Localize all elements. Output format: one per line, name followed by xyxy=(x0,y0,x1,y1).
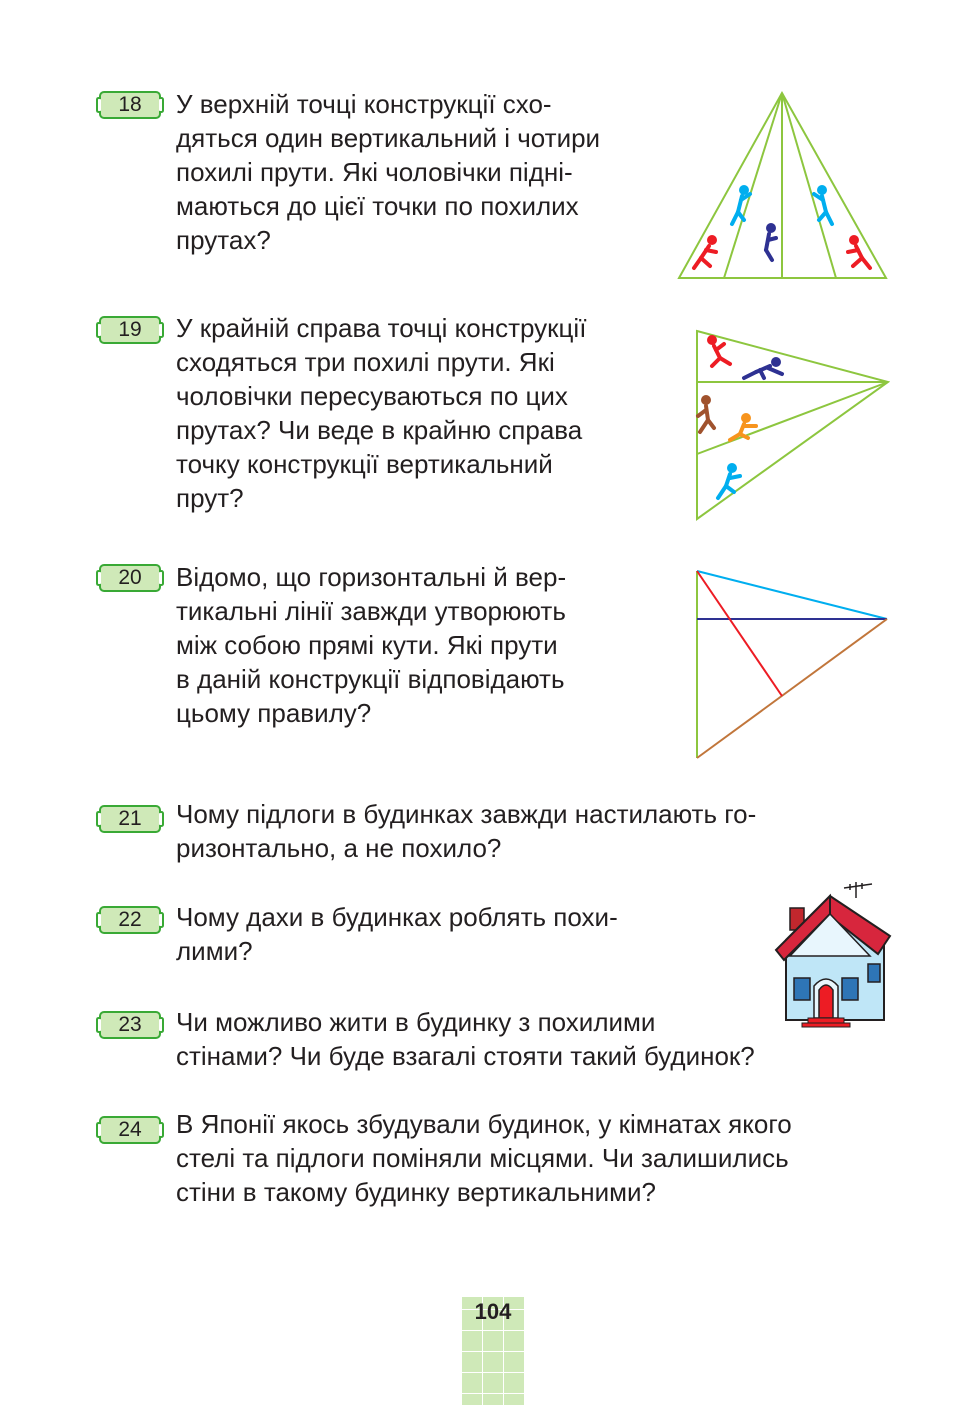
problem-number-badge: 22 xyxy=(99,906,161,934)
text-line: лими? xyxy=(176,936,253,966)
text-line: дяться один вертикальний і чотири xyxy=(176,123,601,153)
side-triangle-construction-figure xyxy=(690,328,890,522)
text-line: Чи можливо жити в будинку з похилими xyxy=(176,1007,656,1037)
problem-21-text xyxy=(176,797,888,865)
text-line: стінами? Чи буде взагалі стояти такий будинок? xyxy=(176,1041,755,1071)
text-line: стіни в такому будинку вертикальними? xyxy=(176,1177,656,1207)
climbing-figure-icon xyxy=(718,463,740,498)
text-line: У крайній справа точці конструкції xyxy=(176,313,587,343)
problem-18-text xyxy=(176,87,662,257)
climbing-figure-icon xyxy=(744,357,782,378)
text-line: прутах? xyxy=(176,225,271,255)
text-line: точку конструкції вертикальний xyxy=(176,449,553,479)
problem-23-text xyxy=(176,1005,888,1073)
text-line: похилі прути. Які чоловічки підні- xyxy=(176,157,573,187)
text-line: У верхній точці конструкції схо- xyxy=(176,89,552,119)
problem-22-text xyxy=(176,900,740,968)
colored-rods-triangle-figure xyxy=(690,566,890,760)
text-line: сходяться три похилі прути. Які xyxy=(176,347,555,377)
text-line: стелі та підлоги поміняли місцями. Чи залишились xyxy=(176,1143,789,1173)
text-line: тикальні лінії завжди утворюють xyxy=(176,596,566,626)
text-line: Чому дахи в будинках роблять похи- xyxy=(176,902,618,932)
pyramid-construction-figure xyxy=(676,90,890,282)
climbing-figure-icon xyxy=(814,185,832,224)
climbing-figure-icon xyxy=(698,395,714,432)
problem-number-badge: 23 xyxy=(99,1011,161,1039)
problem-24-text xyxy=(176,1107,890,1209)
text-line: В Японії якось збудували будинок, у кімнатах якого xyxy=(176,1109,792,1139)
problem-number-badge: 21 xyxy=(99,805,161,833)
text-line: ризонтально, а не похило? xyxy=(176,833,502,863)
climbing-figure-icon xyxy=(848,235,870,268)
problem-number-badge: 19 xyxy=(99,316,161,344)
text-line: маються до цієї точки по похилих xyxy=(176,191,579,221)
text-line: Відомо, що горизонтальні й вер- xyxy=(176,562,567,592)
text-line: між собою прямі кути. Які прути xyxy=(176,630,558,660)
page-number: 104 xyxy=(474,1299,512,1324)
text-line: в даній конструкції відповідають xyxy=(176,664,565,694)
climbing-figure-icon xyxy=(694,235,717,268)
text-line: прут? xyxy=(176,483,244,513)
problem-20-text xyxy=(176,560,662,730)
problem-number-badge: 20 xyxy=(99,564,161,592)
text-line: Чому підлоги в будинках завжди настилають го- xyxy=(176,799,757,829)
text-line: прутах? Чи веде в крайню справа xyxy=(176,415,583,445)
text-line: чоловічки пересуваються по цих xyxy=(176,381,568,411)
climbing-figure-icon xyxy=(730,413,756,440)
text-line: цьому правилу? xyxy=(176,698,372,728)
problem-number-badge: 18 xyxy=(99,91,161,119)
climbing-figure-icon xyxy=(766,223,776,260)
problem-19-text xyxy=(176,311,662,515)
problem-number-badge: 24 xyxy=(99,1116,161,1144)
